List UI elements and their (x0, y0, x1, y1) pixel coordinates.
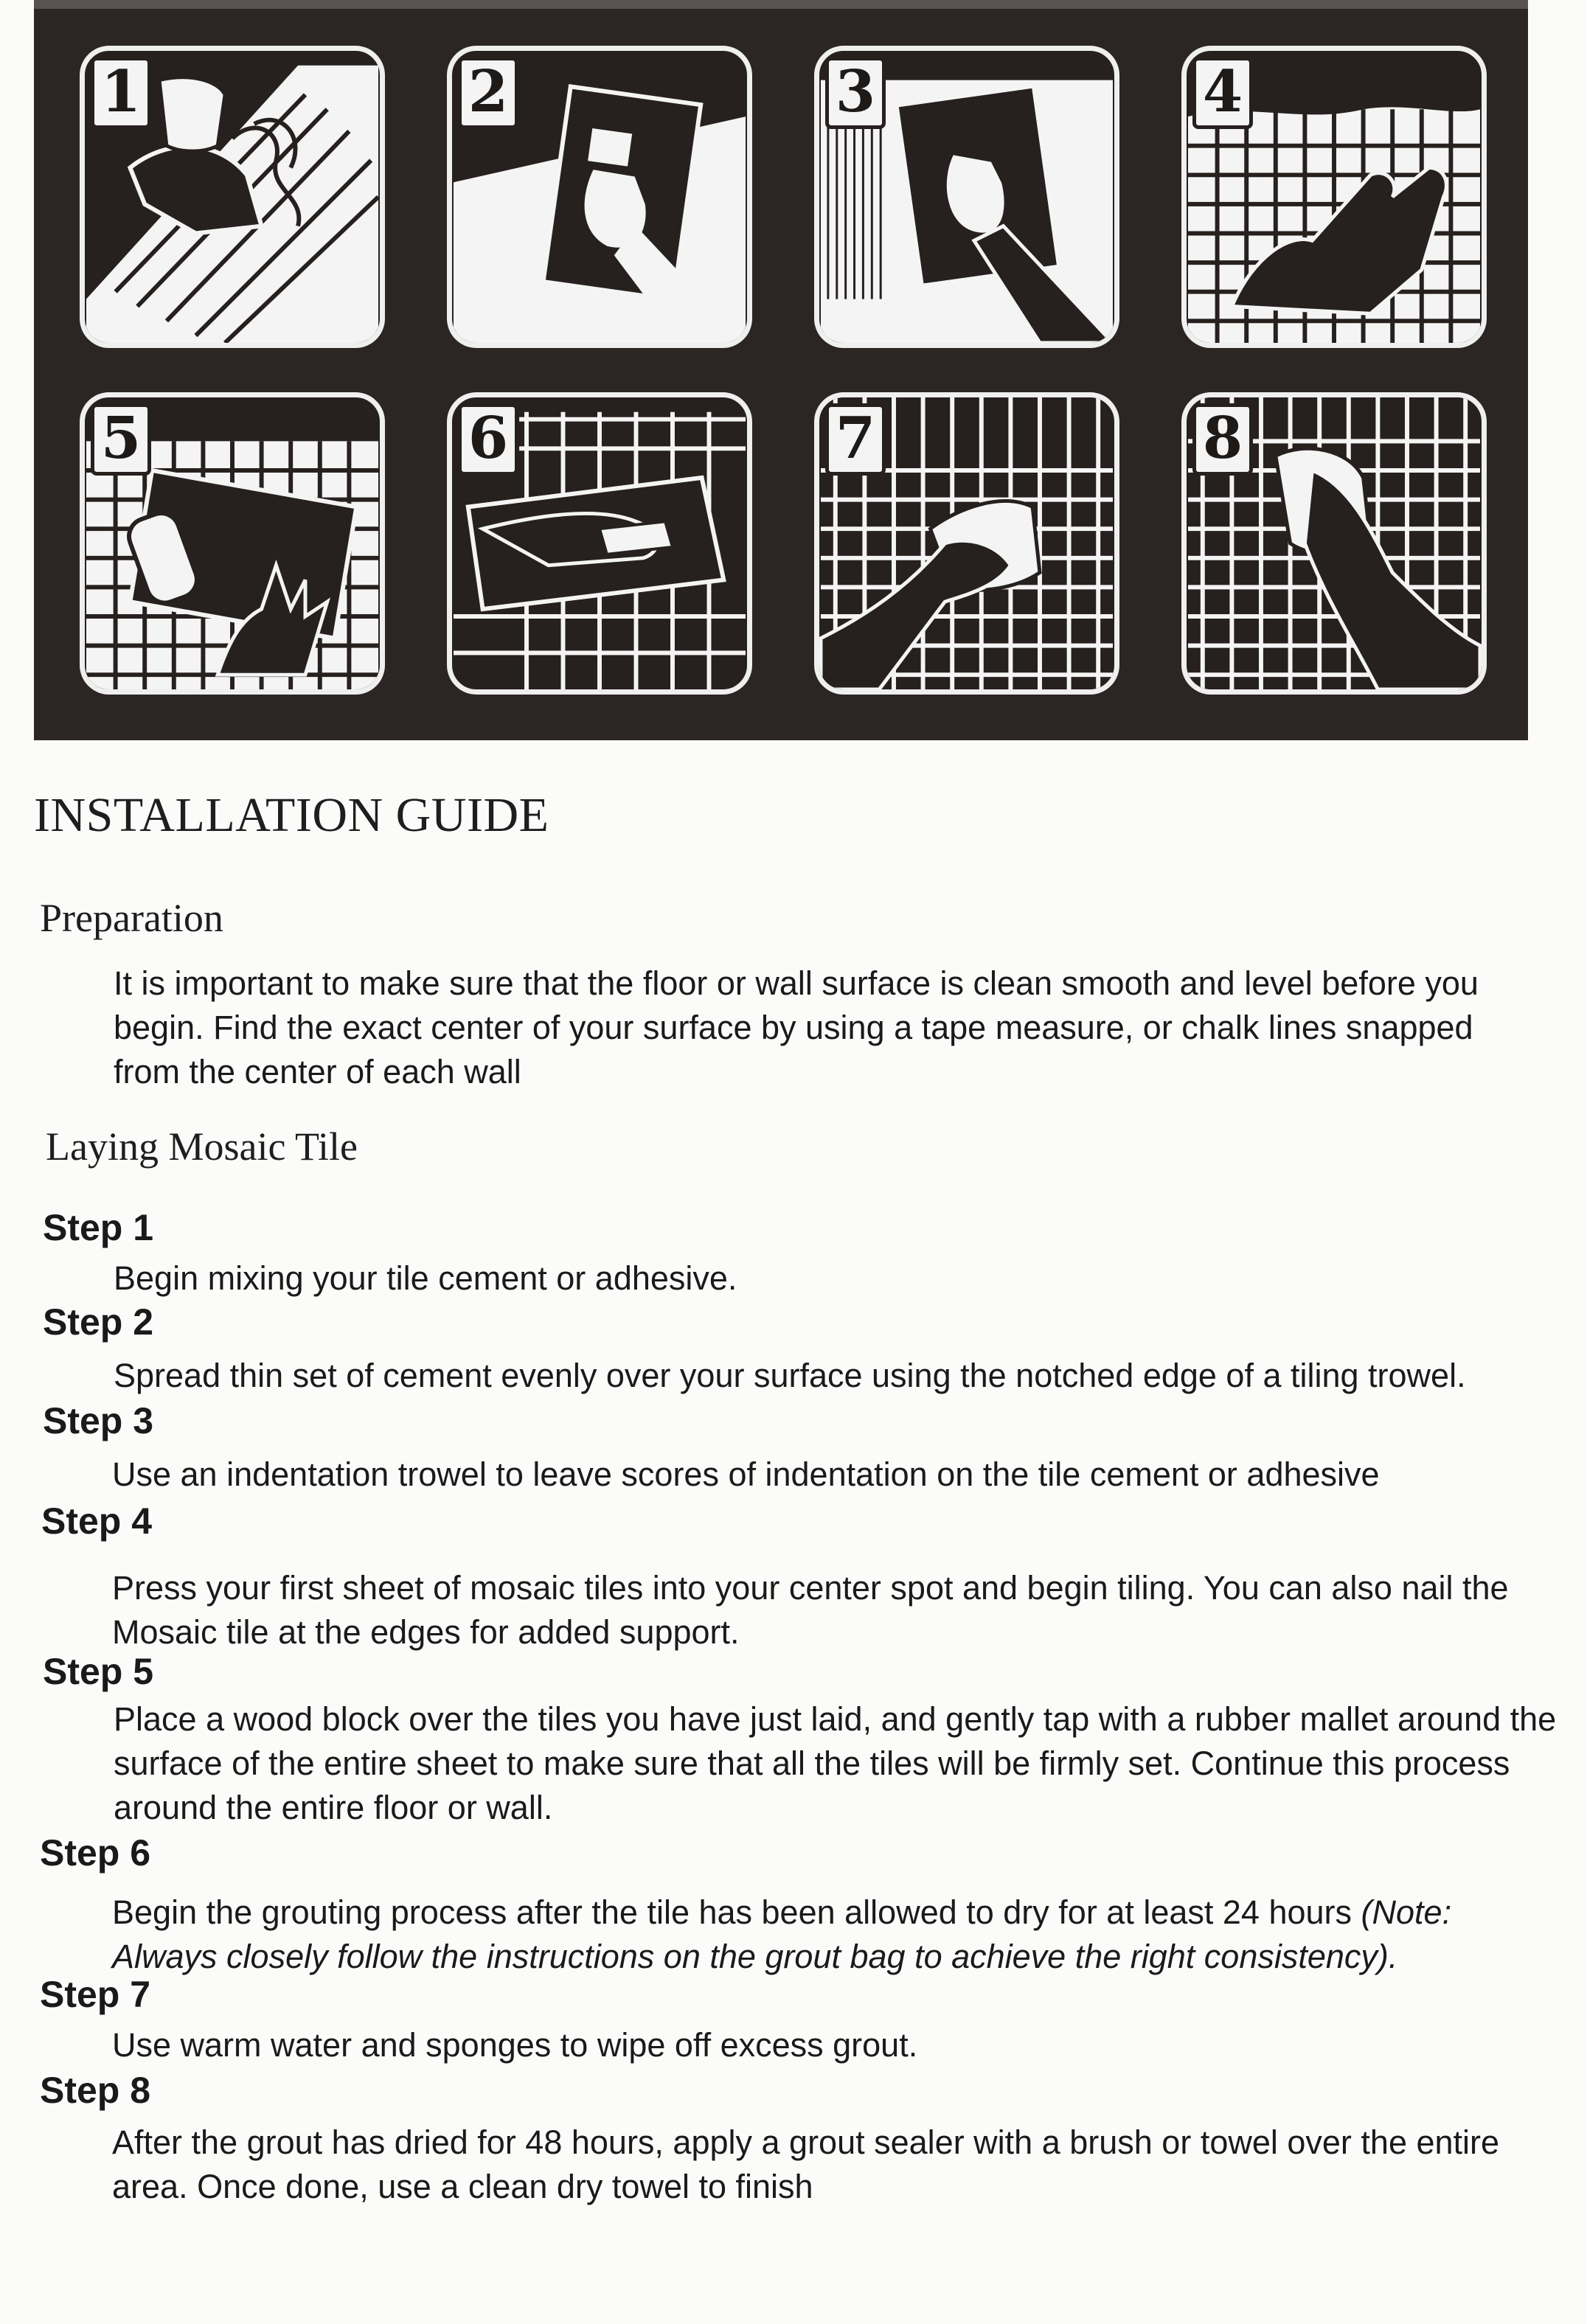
panel-step-3 (814, 46, 1119, 348)
step-6-text (112, 1890, 1558, 1979)
panel-step-8 (1181, 392, 1487, 695)
step-2-label: Step 2 (43, 1301, 154, 1343)
step-8-text: After the grout has dried for 48 hours, apply a grout sealer with a brush or towel over the entire area. Once done, use a clean dry towel to finish (112, 2123, 1500, 2205)
step-1-text: Begin mixing your tile cement or adhesive. (114, 1259, 737, 1297)
step-1-label: Step 1 (43, 1207, 154, 1248)
step-7-text: Use warm water and sponges to wipe off excess grout. (112, 2026, 918, 2064)
step-number-badge: 2 (458, 57, 518, 129)
step-5-text: Place a wood block over the tiles you have just laid, and gently tap with a rubber mallet around the surface of the entire sheet to make sure that all the tiles will be firmly set. Continue this process around the entire floor or wall. (114, 1700, 1557, 1826)
step-number-badge: 4 (1192, 57, 1253, 129)
step-number-badge: 1 (91, 57, 151, 129)
panel-step-7 (814, 392, 1119, 695)
step-6-label: Step 6 (40, 1832, 151, 1874)
step-number-badge: 8 (1192, 403, 1253, 476)
step-3-label: Step 3 (43, 1400, 154, 1441)
step-8-label: Step 8 (40, 2070, 151, 2111)
step-7-label: Step 7 (40, 1974, 151, 2015)
preparation-heading: Preparation (40, 896, 223, 940)
step-number-badge: 6 (458, 403, 518, 476)
panel-step-5 (80, 392, 385, 695)
step-2-text: Spread thin set of cement evenly over your surface using the notched edge of a tiling trowel. (114, 1357, 1466, 1394)
banner-top-strip (34, 0, 1528, 9)
illustration-banner (34, 0, 1528, 740)
page-title: INSTALLATION GUIDE (34, 788, 549, 842)
step-3-text: Use an indentation trowel to leave scores of indentation on the tile cement or adhesive (112, 1455, 1380, 1493)
step-6-note: (Note: Always closely follow the instructions on the grout bag to achieve the right consistency). (112, 1893, 1452, 1975)
panel-step-6 (447, 392, 752, 695)
step-4-label: Step 4 (41, 1500, 153, 1542)
panel-step-4 (1181, 46, 1487, 348)
panel-step-1 (80, 46, 385, 348)
step-number-badge: 3 (825, 57, 886, 129)
panel-step-2 (447, 46, 752, 348)
preparation-text: It is important to make sure that the floor or wall surface is clean smooth and level before you begin. Find the exact center of your surface by using a tape measure, or chalk lines snapped from the center of each wall (114, 964, 1479, 1090)
step-6-main-text: Begin the grouting process after the tile has been allowed to dry for at least 24 hours (112, 1893, 1361, 1931)
step-number-badge: 7 (825, 403, 886, 476)
laying-heading: Laying Mosaic Tile (46, 1124, 358, 1169)
step-5-label: Step 5 (43, 1651, 154, 1692)
step-number-badge: 5 (91, 403, 151, 476)
step-4-text: Press your first sheet of mosaic tiles into your center spot and begin tiling. You can also nail the Mosaic tile at the edges for added support. (112, 1569, 1509, 1651)
